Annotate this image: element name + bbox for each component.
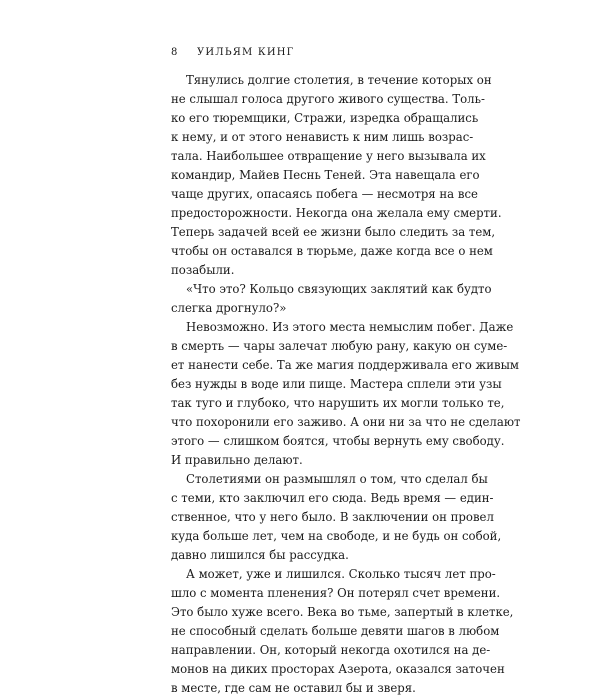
body-text	[171, 71, 521, 698]
text-line: позабыли.	[171, 263, 235, 277]
page-number: 8	[171, 47, 179, 58]
text-line: Столетиями он размышлял о том, что сделал бы	[186, 472, 488, 486]
text-line: «Что это? Кольцо связующих заклятий как будто	[186, 282, 492, 296]
text-line: Тянулись долгие столетия, в течение которых он	[186, 73, 492, 87]
text-line: в смерть — чары залечат любую рану, какую он суме-	[171, 339, 508, 353]
text-line: чаще других, опасаясь побега — несмотря на все	[171, 187, 478, 201]
text-line: без нужды в воде или пище. Мастера сплели эти узы	[171, 377, 502, 391]
text-line: не способный сделать больше девяти шагов в любом	[171, 624, 500, 638]
text-line: командир, Майев Песнь Теней. Эта навещала его	[171, 168, 480, 182]
text-line: чтобы он оставался в тюрьме, даже когда все о нем	[171, 244, 493, 258]
text-line: к нему, и от этого ненависть к ним лишь возрас-	[171, 130, 474, 144]
running-head-author: УИЛЬЯМ КИНГ	[196, 47, 295, 58]
text-line: Невозможно. Из этого места немыслим побег. Даже	[186, 320, 514, 334]
text-line: А может, уже и лишился. Сколько тысяч лет про-	[186, 567, 496, 581]
text-line: И правильно делают.	[171, 453, 303, 467]
text-line: этого — слишком боятся, чтобы вернуть ему свободу.	[171, 434, 505, 448]
text-line: направлении. Он, который некогда охотился на де-	[171, 643, 491, 657]
text-line: ко его тюремщики, Стражи, изредка обращались	[171, 111, 479, 125]
text-line: ет нанести себе. Та же магия поддерживала его живым	[171, 358, 519, 372]
text-line: предосторожности. Некогда она желала ему смерти.	[171, 206, 502, 220]
running-head	[171, 47, 294, 58]
text-line: давно лишился бы рассудка.	[171, 548, 349, 562]
text-line: шло с момента пленения? Он потерял счет времени.	[171, 586, 501, 600]
text-line: слегка дрогнуло?»	[171, 301, 287, 315]
text-line: тала. Наибольшее отвращение у него вызывала их	[171, 149, 486, 163]
text-line: ственное, что у него было. В заключении он провел	[171, 510, 494, 524]
text-line: Это было хуже всего. Века во тьме, запертый в клетке,	[171, 605, 514, 619]
text-line: в месте, где сам не оставил бы и зверя.	[171, 681, 416, 695]
text-line: так туго и глубоко, что нарушить их могли только те,	[171, 396, 505, 410]
text-line: монов на диких просторах Азерота, оказался заточен	[171, 662, 505, 676]
text-line: куда больше лет, чем на свободе, и не будь он собой,	[171, 529, 502, 543]
text-line: что похоронили его заживо. А они ни за что не сделают	[171, 415, 521, 429]
text-line: с теми, кто заключил его сюда. Ведь время — един-	[171, 491, 494, 505]
text-line: не слышал голоса другого живого существа. Толь-	[171, 92, 485, 106]
text-line: Теперь задачей всей ее жизни было следить за тем,	[171, 225, 496, 239]
